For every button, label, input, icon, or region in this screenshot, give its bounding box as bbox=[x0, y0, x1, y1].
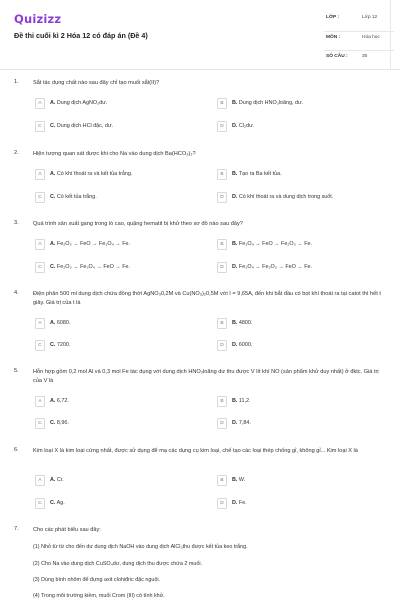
option-text: Dung dịch AgNO₃dư. bbox=[56, 100, 108, 106]
option-letter-box: C bbox=[35, 498, 45, 509]
option-text: 11,2. bbox=[238, 398, 251, 404]
option-letter-box: B bbox=[217, 169, 227, 180]
option-b[interactable]: B B. Fe₃O₄ → FeO → Fe₂O₃ → Fe. bbox=[217, 239, 397, 250]
option-text: 8,96. bbox=[56, 420, 69, 426]
option-text: 6000. bbox=[238, 342, 253, 348]
option-a[interactable]: A A. Fe₂O₃ → FeO → Fe₃O₄ → Fe. bbox=[35, 239, 215, 250]
option-letter-box: D bbox=[217, 340, 227, 351]
statement-4: (4) Trong môi trường kiềm, muối Crom (III) có tính khử. bbox=[33, 593, 165, 599]
question-text: Quá trình sản xuất gang trong lò cao, quặng hematit bị khử theo sơ đồ nào sau đây? bbox=[33, 221, 243, 227]
option-letter-box: C bbox=[35, 340, 45, 351]
option-c[interactable]: C C. 8,96. bbox=[35, 418, 215, 429]
option-c[interactable]: C C. 7200. bbox=[35, 340, 215, 351]
meta-row-subject bbox=[324, 31, 394, 48]
option-text: Fe. bbox=[238, 500, 247, 506]
header bbox=[0, 0, 400, 70]
question-number: 2. bbox=[14, 150, 19, 156]
option-letter-box: B bbox=[217, 318, 227, 329]
option-letter-box: A bbox=[35, 169, 45, 180]
meta-value: Lớp 12 bbox=[362, 15, 378, 20]
option-text: Có kết tủa trắng. bbox=[56, 194, 97, 200]
option-letter-box: A bbox=[35, 318, 45, 329]
meta-row-class bbox=[324, 15, 394, 29]
option-d[interactable]: D D. Cl₂dư. bbox=[217, 121, 397, 132]
question-number: 1. bbox=[14, 79, 19, 85]
option-letter-box: D bbox=[217, 121, 227, 132]
header-divider bbox=[390, 0, 391, 70]
option-b[interactable]: B B. Dung dịch HNO₃loãng, dư. bbox=[217, 98, 397, 109]
option-text: Có khí thoát ra và kết tủa trắng. bbox=[56, 171, 133, 177]
option-b[interactable]: B B. 4800. bbox=[217, 318, 397, 329]
option-letter-box: C bbox=[35, 418, 45, 429]
option-text: Fe₃O₄ → FeO → Fe₂O₃ → Fe. bbox=[238, 241, 312, 247]
statement-3: (3) Dùng bình nhôm để đựng axit clohiđric đặc nguội. bbox=[33, 577, 161, 583]
option-b[interactable]: B B. Tạo ra Ba kết tủa. bbox=[217, 169, 397, 180]
meta-row-count bbox=[324, 50, 394, 67]
option-text: Fe₂O₃ → Fe₃O₄ → FeO → Fe. bbox=[56, 264, 130, 270]
option-text: Ag. bbox=[56, 500, 65, 506]
option-text: 7200. bbox=[56, 342, 71, 348]
option-text: Fe₃O₄ → Fe₂O₃ → FeO → Fe. bbox=[238, 264, 312, 270]
option-a[interactable]: A A. Cr. bbox=[35, 475, 215, 486]
option-letter-box: A bbox=[35, 239, 45, 250]
option-d[interactable]: D D. 7,84. bbox=[217, 418, 397, 429]
option-letter-box: B bbox=[217, 475, 227, 486]
option-letter-box: D bbox=[217, 498, 227, 509]
option-letter-box: D bbox=[217, 262, 227, 273]
option-a[interactable]: A A. 6080. bbox=[35, 318, 215, 329]
option-a[interactable]: A A. 6,72. bbox=[35, 396, 215, 407]
option-c[interactable]: C C. Dung dịch HCl đặc, dư. bbox=[35, 121, 215, 132]
option-text: W. bbox=[238, 477, 246, 483]
page-title: Đề thi cuối kì 2 Hóa 12 có đáp án (Đề 4) bbox=[14, 31, 148, 40]
option-letter-box: A bbox=[35, 98, 45, 109]
option-letter-box: C bbox=[35, 262, 45, 273]
quizizz-logo[interactable]: Quizizz bbox=[14, 12, 62, 26]
option-letter-box: C bbox=[35, 192, 45, 203]
option-d[interactable]: D D. 6000. bbox=[217, 340, 397, 351]
option-letter-box: D bbox=[217, 418, 227, 429]
option-text: Dung dịch HCl đặc, dư. bbox=[56, 123, 113, 129]
option-text: Dung dịch HNO₃loãng, dư. bbox=[238, 100, 304, 106]
option-b[interactable]: B B. W. bbox=[217, 475, 397, 486]
meta-value: Hóa học bbox=[362, 35, 380, 40]
option-d[interactable]: D D. Có khí thoát ra và dung dịch trong suốt. bbox=[217, 192, 397, 203]
option-letter-box: D bbox=[217, 192, 227, 203]
option-d[interactable]: D D. Fe. bbox=[217, 498, 397, 509]
question-text: Kim loại X là kim loại cứng nhất, được sử dụng để mạ các dụng cụ kim loại, chế tạo các loại thép chống gỉ, không gỉ... Kim loại X là bbox=[33, 448, 358, 454]
question-number: 4. bbox=[14, 290, 19, 296]
option-text: Cl₂dư. bbox=[238, 123, 255, 129]
statement-1: (1) Nhỏ từ từ cho đến dư dung dịch NaOH vào dung dịch AlCl₃thu được kết tủa keo trắng. bbox=[33, 544, 248, 550]
question-text: Cho các phát biểu sau đây: bbox=[33, 527, 101, 533]
meta-label: MÔN : bbox=[326, 35, 341, 40]
meta-label: LỚP : bbox=[326, 15, 340, 20]
option-c[interactable]: C C. Ag. bbox=[35, 498, 215, 509]
option-text: 6,72. bbox=[56, 398, 69, 404]
question-text: Điện phân 500 ml dung dịch chứa đồng thời AgNO₃0,2M và Cu(NO₃)₂0,5M với I = 9,65A, đến khi bắt đầu có bọt khí thoát ra tại catot thì hết t giây. Giá trị của t là bbox=[33, 291, 381, 306]
option-letter-box: C bbox=[35, 121, 45, 132]
option-c[interactable]: C C. Có kết tủa trắng. bbox=[35, 192, 215, 203]
option-letter-box: B bbox=[217, 98, 227, 109]
option-text: Fe₂O₃ → FeO → Fe₃O₄ → Fe. bbox=[56, 241, 130, 247]
question-number: 6. bbox=[14, 447, 19, 453]
option-d[interactable]: D D. Fe₃O₄ → Fe₂O₃ → FeO → Fe. bbox=[217, 262, 397, 273]
option-a[interactable]: A A. Dung dịch AgNO₃dư. bbox=[35, 98, 215, 109]
question-text: Sắt tác dụng chất nào sau đây chỉ tạo muối sắt(II)? bbox=[33, 80, 160, 86]
question-number: 7. bbox=[14, 526, 19, 532]
option-c[interactable]: C C. Fe₂O₃ → Fe₃O₄ → FeO → Fe. bbox=[35, 262, 215, 273]
option-text: Có khí thoát ra và dung dịch trong suốt. bbox=[238, 194, 334, 200]
option-letter-box: A bbox=[35, 396, 45, 407]
option-letter-box: A bbox=[35, 475, 45, 486]
option-letter-box: B bbox=[217, 396, 227, 407]
option-text: 6080. bbox=[56, 320, 71, 326]
option-text: 7,84. bbox=[238, 420, 251, 426]
option-text: Cr. bbox=[56, 477, 64, 483]
meta-value: 30 bbox=[362, 54, 368, 59]
statement-2: (2) Cho Na vào dung dịch CuSO₄dư, dung dịch thu được chứa 2 muối. bbox=[33, 561, 203, 567]
option-b[interactable]: B B. 11,2. bbox=[217, 396, 397, 407]
option-text: 4800. bbox=[238, 320, 253, 326]
meta-label: SỐ CÂU : bbox=[326, 54, 348, 59]
question-number: 5. bbox=[14, 368, 19, 374]
question-text: Hiện tượng quan sát được khi cho Na vào dung dịch Ba(HCO₃)₂? bbox=[33, 151, 196, 157]
option-letter-box: B bbox=[217, 239, 227, 250]
meta-panel bbox=[324, 15, 394, 67]
option-text: Tạo ra Ba kết tủa. bbox=[238, 171, 282, 177]
option-a[interactable]: A A. Có khí thoát ra và kết tủa trắng. bbox=[35, 169, 215, 180]
question-number: 3. bbox=[14, 220, 19, 226]
question-text: Hỗn hợp gồm 0,2 mol Al và 0,3 mol Fe tác dụng với dung dịch HNO₃loãng dư thu được V lít khí NO (sản phẩm khử duy nhất) ở đktc. Giá trị của V là bbox=[33, 369, 379, 384]
